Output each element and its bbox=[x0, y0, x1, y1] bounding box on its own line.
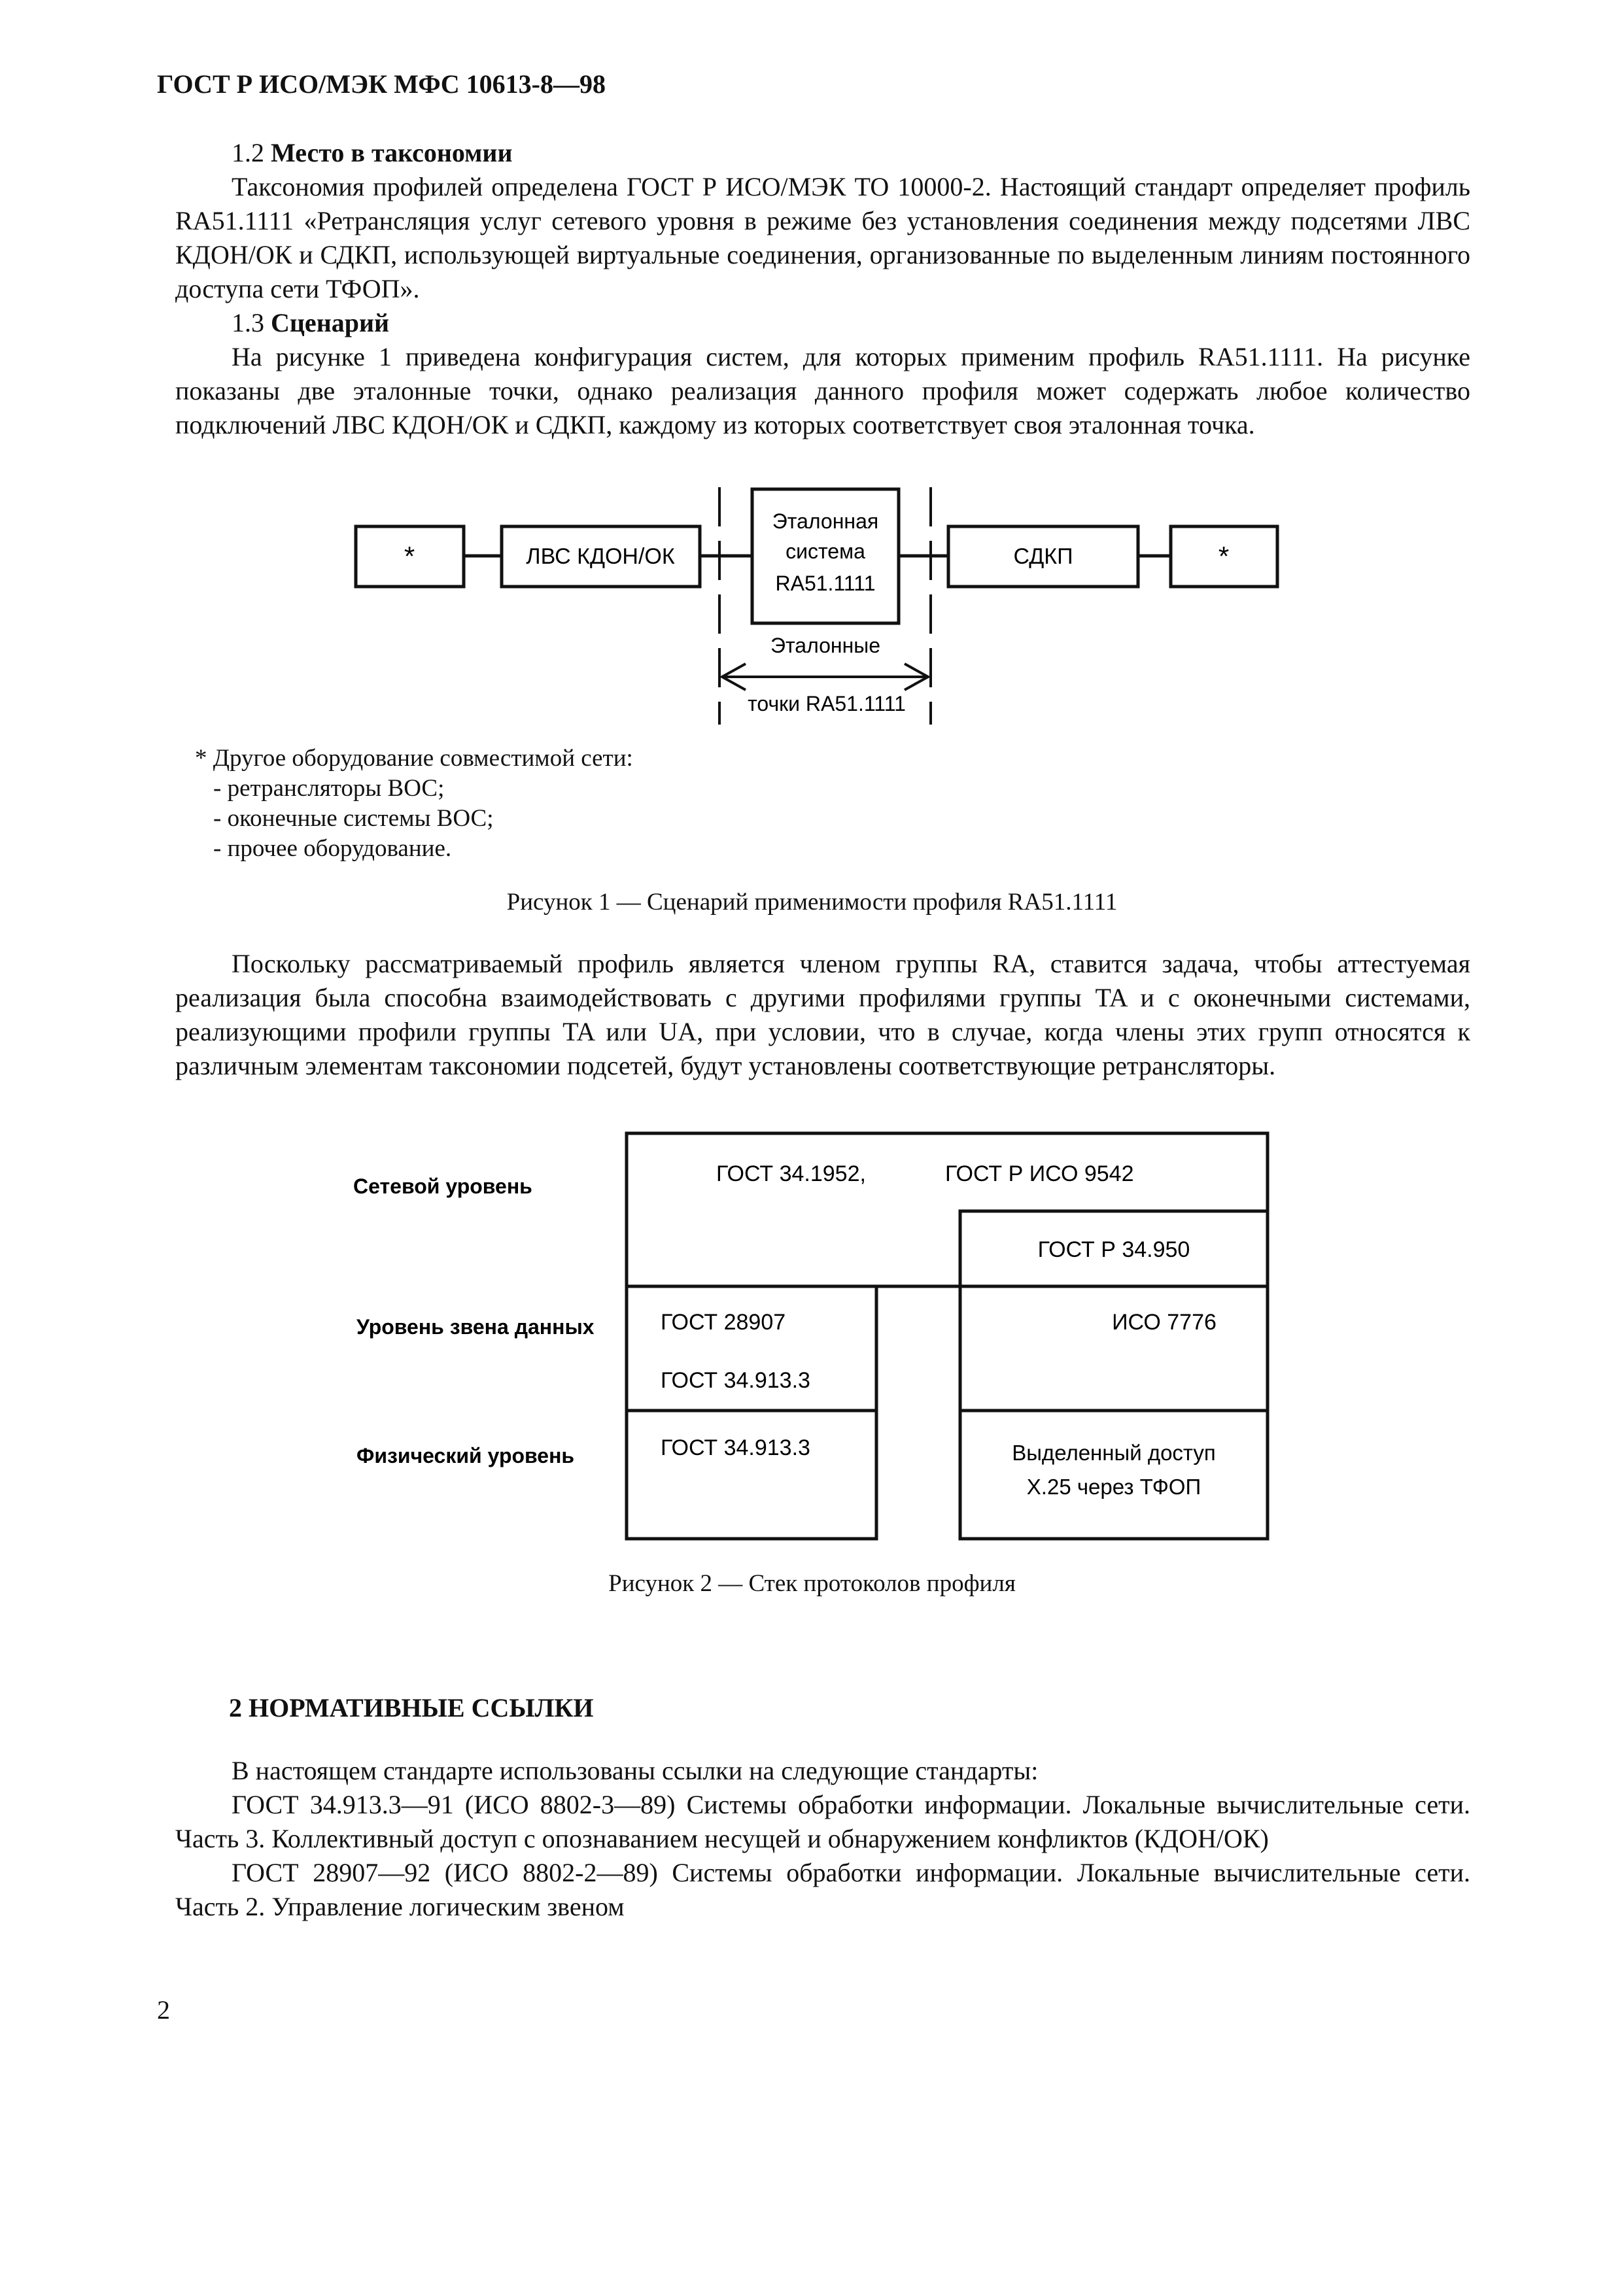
sdkp-box-label: СДКП bbox=[1013, 544, 1073, 569]
level-datalink-label: Уровень звена данных bbox=[356, 1315, 595, 1339]
section-1-3-title: Сценарий bbox=[271, 308, 390, 337]
figure-1-diagram bbox=[0, 0, 1624, 739]
section-1-2-text: Таксономия профилей определена ГОСТ Р ИСО/МЭК ТО 10000-2. Настоящий стандарт определяет профиль RA51.1111 «Ретрансляция услуг сетевого уровня в режиме без установления соединения между подсетями ЛВС КДОН/ОК и СДКП, использующей виртуальные соединения, организованные по выделенным линиям постоянного доступа сети ТФОП». bbox=[175, 172, 1470, 303]
section-1-3-number: 1.3 bbox=[232, 308, 264, 337]
paragraph-ra-text: Поскольку рассматриваемый профиль является членом группы RA, ставится задача, чтобы аттестуемая реализация была способна взаимодействовать с другими профилями группы TA и с оконечными системами, реализующими профили группы TA или UA, при условии, что в случае, когда члены этих групп относятся к различным элементам таксономии подсетей, будут установлены соответствующие ретрансляторы. bbox=[175, 949, 1470, 1080]
reference-item: ГОСТ 28907—92 (ИСО 8802-2—89) Системы обработки информации. Локальные вычислительные сети. Часть 2. Управление логическим звеном bbox=[175, 1858, 1470, 1921]
note-line: - оконечные системы ВОС; bbox=[213, 805, 494, 832]
network-std-1: ГОСТ 34.1952, bbox=[716, 1161, 866, 1186]
document-header: ГОСТ Р ИСО/МЭК МФС 10613-8—98 bbox=[157, 69, 606, 99]
figure-2-caption: Рисунок 2 — Стек протоколов профиля bbox=[608, 1570, 1016, 1597]
figure-1-caption: Рисунок 1 — Сценарий применимости профиля RA51.1111 bbox=[506, 889, 1118, 916]
note-line: - прочее оборудование. bbox=[213, 835, 452, 862]
paragraph-ra-group bbox=[175, 947, 1470, 1083]
right-physical-line-2: X.25 через ТФОП bbox=[1026, 1475, 1201, 1499]
figure-1-notes bbox=[195, 744, 633, 864]
right-network-label: ГОСТ Р 34.950 bbox=[1037, 1237, 1190, 1262]
left-physical-label: ГОСТ 34.913.3 bbox=[661, 1435, 810, 1460]
level-physical-label: Физический уровень bbox=[356, 1444, 575, 1467]
left-datalink-std-1: ГОСТ 28907 bbox=[661, 1310, 786, 1335]
ref-system-line-1: Эталонная bbox=[772, 509, 879, 533]
right-star-label: * bbox=[1218, 541, 1230, 572]
ref-system-line-3: RA51.1111 bbox=[775, 572, 876, 595]
note-line: * Другое оборудование совместимой сети: bbox=[195, 745, 633, 772]
section-2-intro: В настоящем стандарте использованы ссылки на следующие стандарты: bbox=[232, 1756, 1039, 1785]
section-2-heading: 2 НОРМАТИВНЫЕ ССЫЛКИ bbox=[229, 1693, 594, 1722]
lan-box-label: ЛВС КДОН/ОК bbox=[526, 544, 675, 569]
figure-2-protocol-stack bbox=[0, 1112, 1624, 1569]
right-datalink-box bbox=[960, 1286, 1268, 1411]
left-star-label: * bbox=[404, 541, 415, 572]
right-physical-line-1: Выделенный доступ bbox=[1012, 1441, 1216, 1465]
section-1-2-title: Место в таксономии bbox=[271, 138, 513, 167]
right-datalink-label: ИСО 7776 bbox=[1112, 1310, 1217, 1335]
reference-item: ГОСТ 34.913.3—91 (ИСО 8802-3—89) Системы обработки информации. Локальные вычислительные сети. Часть 3. Коллективный доступ с опознаванием несущей и обнаружением конфликтов (КДОН/ОК) bbox=[175, 1790, 1470, 1853]
page-number: 2 bbox=[157, 1995, 170, 2025]
ref-points-line-1: Эталонные bbox=[770, 634, 881, 657]
section-1-2-number: 1.2 bbox=[232, 138, 264, 167]
section-1-3-text: На рисунке 1 приведена конфигурация систем, для которых применим профиль RA51.1111. На рисунке показаны две эталонные точки, однако реализация данного профиля может содержать любое количество подключений ЛВС КДОН/ОК и СДКП, каждому из которых соответствует своя эталонная точка. bbox=[175, 342, 1470, 439]
level-network-label: Сетевой уровень bbox=[353, 1174, 532, 1198]
ref-points-line-2: точки RA51.1111 bbox=[748, 692, 906, 715]
network-std-2: ГОСТ Р ИСО 9542 bbox=[945, 1161, 1134, 1186]
note-line: - ретрансляторы ВОС; bbox=[213, 775, 445, 802]
section-2-body bbox=[175, 1754, 1470, 1924]
ref-system-line-2: система bbox=[786, 540, 865, 563]
left-physical-box bbox=[627, 1411, 876, 1539]
left-datalink-std-2: ГОСТ 34.913.3 bbox=[661, 1368, 810, 1393]
